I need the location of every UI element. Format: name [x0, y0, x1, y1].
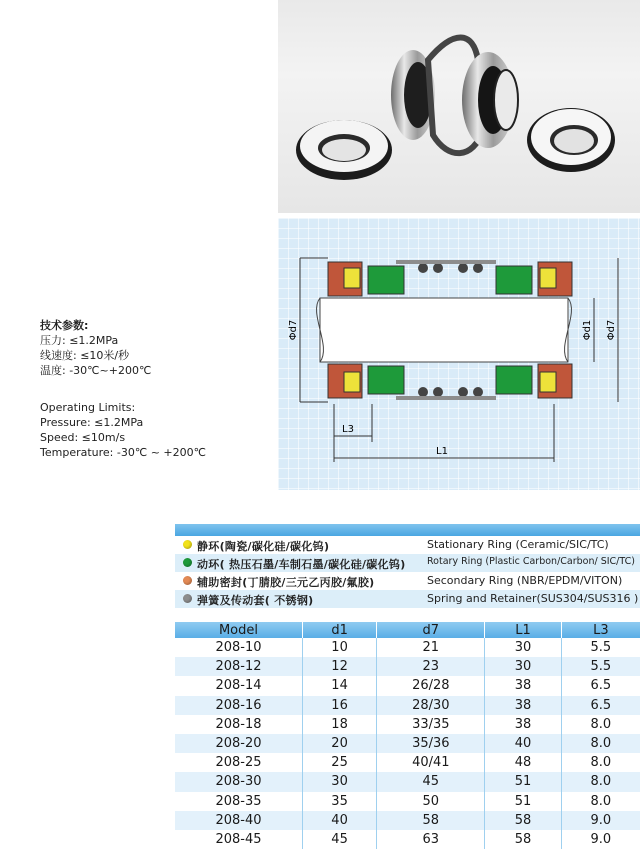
- specs-en-title: Operating Limits:: [40, 401, 136, 414]
- legend-header-bar: [175, 524, 640, 536]
- cell-model: 208-30: [175, 772, 302, 791]
- table-row: [175, 830, 640, 849]
- l1-label: L1: [436, 446, 448, 457]
- table-header-row: [175, 622, 640, 638]
- header-d7: d7: [377, 622, 485, 638]
- cell-d1: 45: [302, 830, 376, 849]
- left-seat-ring: [296, 120, 392, 180]
- cell-l1: 58: [485, 811, 561, 830]
- cell-d1: 30: [302, 772, 376, 791]
- table-row: [175, 715, 640, 734]
- seal-body: [391, 38, 518, 154]
- gray-dot-icon: [183, 594, 192, 603]
- cell-d1: 20: [302, 734, 376, 753]
- cell-d1: 25: [302, 753, 376, 772]
- cell-l3: 6.5: [561, 696, 640, 715]
- cell-d7: 63: [377, 830, 485, 849]
- header-l1: L1: [485, 622, 561, 638]
- cell-model: 208-40: [175, 811, 302, 830]
- table-row: [175, 811, 640, 830]
- cell-l3: 5.5: [561, 657, 640, 676]
- cell-d7: 45: [377, 772, 485, 791]
- product-photo: [278, 0, 640, 213]
- d7-label-right: Φd7: [606, 319, 617, 341]
- table-row: [175, 734, 640, 753]
- cell-d7: 21: [377, 638, 485, 657]
- specs-en-pressure: Pressure: ≤1.2MPa: [40, 416, 144, 429]
- cell-l1: 51: [485, 792, 561, 811]
- cell-model: 208-18: [175, 715, 302, 734]
- cell-l3: 6.5: [590, 678, 612, 694]
- right-seat-ring: [527, 108, 615, 172]
- legend-item: [175, 590, 640, 608]
- dimensions-table: [175, 622, 640, 849]
- cell-d1: 14: [302, 676, 376, 695]
- specs-cn-speed: 线速度: ≤10米/秒: [40, 349, 130, 362]
- legend-item-en: Spring and Retainer(SUS304/SUS316 ): [427, 592, 639, 605]
- seal-cross-section: [278, 218, 640, 490]
- specs-en-temperature: Temperature: -30℃ ~ +200℃: [40, 446, 206, 459]
- shaft: [320, 298, 568, 362]
- cell-d1: 35: [302, 792, 376, 811]
- specs-cn-title: 技术参数:: [40, 319, 89, 332]
- legend-item: [175, 572, 640, 590]
- cell-l3: 8.0: [561, 772, 640, 791]
- specs-chinese: [40, 318, 151, 378]
- technical-drawing: [278, 218, 640, 490]
- legend-item-cn: 辅助密封(丁腈胶/三元乙丙胶/氟胶): [197, 576, 375, 589]
- cell-l3: 9.0: [590, 831, 612, 847]
- cell-l1: 58: [485, 830, 561, 849]
- cell-model: 208-16: [175, 696, 302, 715]
- mechanical-seal-photo: [278, 0, 640, 213]
- cell-l3: 8.0: [590, 755, 612, 771]
- legend-item-en: Rotary Ring (Plastic Carbon/Carbon/ SIC/TC): [427, 556, 635, 567]
- table-row: [175, 792, 640, 811]
- cell-d1: 16: [302, 696, 376, 715]
- legend-item-en: Stationary Ring (Ceramic/SIC/TC): [427, 538, 609, 551]
- l3-label: L3: [342, 424, 354, 435]
- cell-l3: 9.0: [561, 811, 640, 830]
- cell-d1: 40: [302, 811, 376, 830]
- cell-l1: 51: [485, 772, 561, 791]
- table-row: [175, 696, 640, 715]
- legend-item-cn: 静环(陶瓷/碳化硅/碳化钨): [197, 540, 330, 553]
- dimensions-table-wrap: [175, 622, 640, 849]
- cell-model: 208-25: [175, 753, 302, 772]
- cell-l1: 30: [485, 638, 561, 657]
- cell-l1: 38: [485, 676, 561, 695]
- cell-l3: 8.0: [561, 734, 640, 753]
- cell-l3: 5.5: [590, 640, 612, 656]
- green-dot-icon: [183, 558, 192, 567]
- cell-model: 208-45: [175, 830, 302, 849]
- orange-dot-icon: [183, 576, 192, 585]
- cell-l1: 38: [485, 696, 561, 715]
- cell-d7: 23: [377, 657, 485, 676]
- legend-item: [175, 554, 640, 572]
- specs-english: [40, 400, 206, 460]
- cell-model: 208-35: [175, 792, 302, 811]
- cell-d7: 26/28: [377, 676, 485, 695]
- seal-bottom-half: [328, 364, 572, 400]
- header-model: Model: [175, 622, 302, 638]
- cell-d1: 10: [302, 638, 376, 657]
- cell-d7: 35/36: [377, 734, 485, 753]
- cell-d7: 33/35: [377, 715, 485, 734]
- d7-label-left: Φd7: [288, 319, 299, 341]
- table-row: [175, 638, 640, 657]
- legend-item-cn: 动环( 热压石墨/车制石墨/碳化硅/碳化钨): [197, 558, 406, 571]
- cell-l3: 8.0: [590, 793, 612, 809]
- cell-d1: 12: [302, 657, 376, 676]
- cell-d7: 50: [377, 792, 485, 811]
- header-d1: d1: [302, 622, 376, 638]
- table-row: [175, 676, 640, 695]
- table-row: [175, 657, 640, 676]
- specs-cn-pressure: 压力: ≤1.2MPa: [40, 334, 119, 347]
- yellow-dot-icon: [183, 540, 192, 549]
- cell-l3: 8.0: [590, 716, 612, 732]
- cell-d7: 40/41: [377, 753, 485, 772]
- specs-cn-temperature: 温度: -30℃~+200℃: [40, 364, 152, 377]
- cell-d7: 58: [377, 811, 485, 830]
- cell-l1: 40: [485, 734, 561, 753]
- cell-d1: 18: [302, 715, 376, 734]
- cell-model: 208-14: [175, 676, 302, 695]
- cell-model: 208-10: [175, 638, 302, 657]
- material-legend: [175, 524, 640, 608]
- cell-model: 208-20: [175, 734, 302, 753]
- table-row: [175, 772, 640, 791]
- header-l3: L3: [561, 622, 640, 638]
- cell-d7: 28/30: [377, 696, 485, 715]
- legend-item: [175, 536, 640, 554]
- seal-top-half: [328, 260, 572, 296]
- d1-label: Φd1: [582, 319, 593, 341]
- table-row: [175, 753, 640, 772]
- legend-item-en: Secondary Ring (NBR/EPDM/VITON): [427, 574, 623, 587]
- cell-l1: 38: [485, 715, 561, 734]
- cell-model: 208-12: [175, 657, 302, 676]
- cell-l1: 48: [485, 753, 561, 772]
- table-body: [175, 638, 640, 849]
- specs-en-speed: Speed: ≤10m/s: [40, 431, 126, 444]
- cell-l1: 30: [485, 657, 561, 676]
- legend-item-cn: 弹簧及传动套( 不锈钢): [197, 594, 314, 607]
